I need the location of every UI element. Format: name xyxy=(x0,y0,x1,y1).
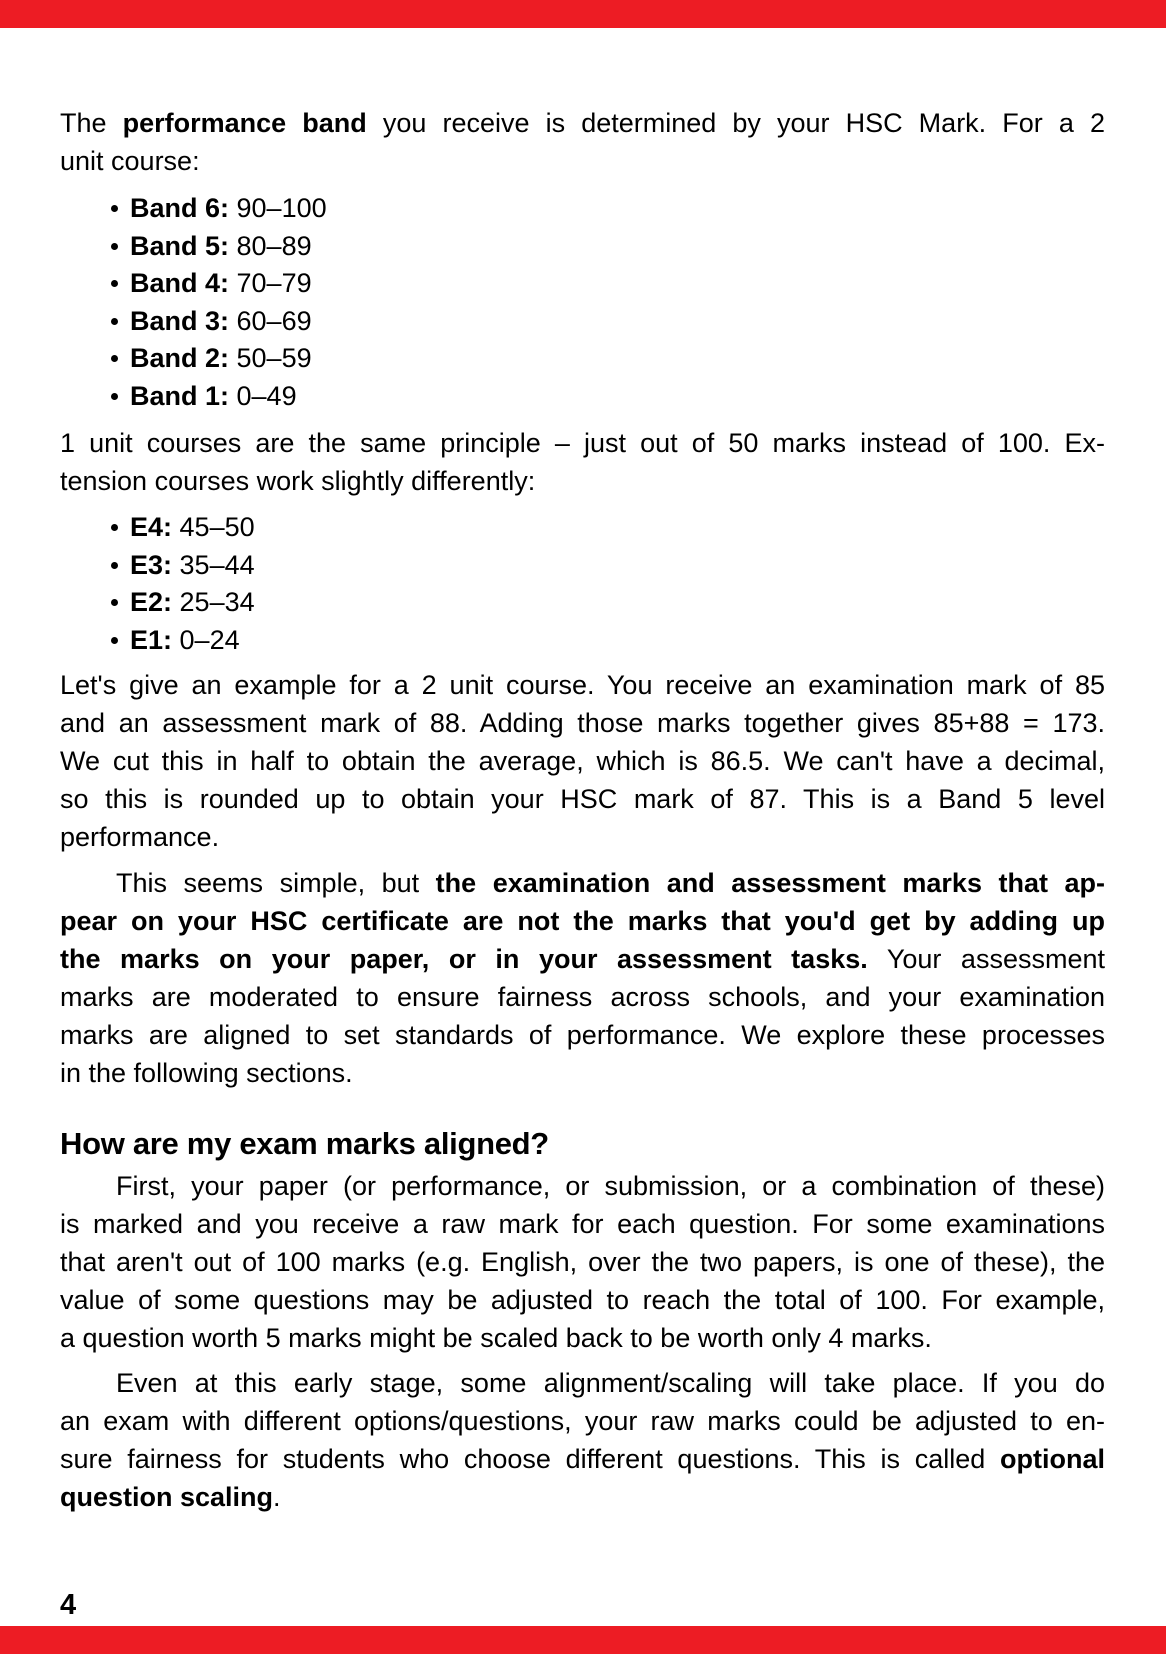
text: marks are moderated to ensure fairness across schools, and your examination xyxy=(60,982,1105,1012)
text-line xyxy=(60,902,1105,940)
text-line xyxy=(60,462,1105,500)
bold-text: performance band xyxy=(122,108,367,138)
bullet-icon xyxy=(111,393,118,400)
text: an exam with different options/questions, your raw marks could be adjusted to en- xyxy=(60,1406,1105,1436)
bold-text: pear on your HSC certificate are not the marks that you'd get by adding up xyxy=(60,906,1105,936)
text-line xyxy=(60,940,1105,978)
text: 90–100 xyxy=(229,193,327,223)
text-line xyxy=(60,1167,1105,1205)
paragraph xyxy=(60,864,1105,1092)
text-line xyxy=(60,1016,1105,1054)
bold-text: E3: xyxy=(130,549,173,580)
text: performance. xyxy=(60,822,220,852)
text-line xyxy=(60,424,1105,462)
bold-text: Band 6: xyxy=(130,193,230,223)
text-line xyxy=(60,978,1105,1016)
paragraph xyxy=(60,1364,1105,1516)
text-line xyxy=(60,864,1105,902)
page-footer xyxy=(60,1590,76,1620)
text: This seems simple, but xyxy=(116,868,436,898)
text-line xyxy=(60,818,1105,856)
text-line xyxy=(60,1319,1105,1357)
bullet-icon xyxy=(111,637,118,644)
bottom-red-bar xyxy=(0,1626,1166,1654)
bullet-icon xyxy=(111,318,118,325)
text-line xyxy=(60,1054,1105,1092)
bold-text: Band 4: xyxy=(130,268,230,298)
text: so this is rounded up to obtain your HSC mark of 87. This is a Band 5 level xyxy=(60,784,1105,814)
text-line xyxy=(60,780,1105,818)
list-item xyxy=(60,622,1105,660)
text: tension courses work slightly differently: xyxy=(60,466,536,496)
bold-text: E4: xyxy=(130,512,173,542)
text-line xyxy=(60,1243,1105,1281)
text-line xyxy=(60,1402,1105,1440)
paragraph xyxy=(60,104,1105,180)
bold-text: E2: xyxy=(130,587,173,617)
list-item xyxy=(60,303,1105,341)
text: is marked and you receive a raw mark for each question. For some examinations xyxy=(60,1209,1105,1239)
text: 25–34 xyxy=(172,587,255,617)
text-line xyxy=(60,1281,1105,1319)
text-line xyxy=(60,142,1105,180)
text-line xyxy=(60,1364,1105,1402)
bullet-icon xyxy=(111,524,118,531)
list-item xyxy=(60,547,1105,585)
paragraph xyxy=(60,666,1105,856)
paragraph xyxy=(60,1167,1105,1357)
section-heading: How are my exam marks aligned? xyxy=(60,1126,549,1161)
list-item xyxy=(60,228,1105,266)
text: 35–44 xyxy=(172,549,255,580)
text-line xyxy=(60,1440,1105,1478)
text: in the following sections. xyxy=(60,1058,353,1088)
list-item xyxy=(60,584,1105,622)
text: Even at this early stage, some alignment/scaling will take place. If you do xyxy=(116,1368,1105,1398)
text: Let's give an example for a 2 unit course. You receive an examination mark of 85 xyxy=(60,670,1105,700)
text: Your assessment xyxy=(867,944,1105,974)
bullet-icon xyxy=(111,205,118,212)
text-line xyxy=(60,1478,1105,1516)
bold-text: Band 2: xyxy=(130,343,230,373)
text: value of some questions may be adjusted to reach the total of 100. For example, xyxy=(60,1285,1105,1315)
list-item xyxy=(60,509,1105,547)
text: 70–79 xyxy=(229,268,312,298)
text-line xyxy=(60,1205,1105,1243)
bold-text: optional xyxy=(1000,1444,1105,1474)
bold-text: the examination and assessment marks that ap- xyxy=(435,868,1105,898)
bold-text: Band 1: xyxy=(130,380,230,411)
bullet-list xyxy=(60,509,1105,659)
paragraph xyxy=(60,424,1105,500)
text: First, your paper (or performance, or submission, or a combination of these) xyxy=(116,1171,1105,1201)
text: 1 unit courses are the same principle – just out of 50 marks instead of 100. Ex- xyxy=(60,428,1105,458)
text: that aren't out of 100 marks (e.g. English, over the two papers, is one of these), the xyxy=(60,1247,1105,1277)
text: . xyxy=(273,1482,281,1512)
bullet-icon xyxy=(111,355,118,362)
text: marks are aligned to set standards of performance. We explore these processes xyxy=(60,1020,1105,1050)
text: you receive is determined by your HSC Mark. For a 2 xyxy=(366,108,1105,138)
text-line xyxy=(60,104,1105,142)
page-number: 4 xyxy=(60,1589,77,1621)
bullet-icon xyxy=(111,562,118,569)
bold-text: E1: xyxy=(130,624,173,655)
bullet-icon xyxy=(111,599,118,606)
bullet-list xyxy=(60,190,1105,415)
text: 60–69 xyxy=(229,305,312,336)
text: 45–50 xyxy=(172,512,255,542)
text: sure fairness for students who choose different questions. This is called xyxy=(60,1444,1001,1474)
text-line xyxy=(60,666,1105,704)
text: 0–49 xyxy=(229,380,297,411)
text: and an assessment mark of 88. Adding those marks together gives 85+88 = 173. xyxy=(60,708,1105,738)
bold-text: question scaling xyxy=(60,1482,274,1512)
text: 50–59 xyxy=(229,343,312,373)
text-line xyxy=(60,742,1105,780)
text: a question worth 5 marks might be scaled back to be worth only 4 marks. xyxy=(60,1323,932,1353)
list-item xyxy=(60,378,1105,416)
text: 0–24 xyxy=(172,624,240,655)
text: 80–89 xyxy=(229,230,312,261)
text: The xyxy=(60,108,123,138)
top-red-bar xyxy=(0,0,1166,28)
list-item xyxy=(60,190,1105,228)
text: We cut this in half to obtain the average, which is 86.5. We can't have a decimal, xyxy=(60,746,1105,776)
list-item xyxy=(60,265,1105,303)
page-content xyxy=(60,28,1105,1516)
bullet-icon xyxy=(111,243,118,250)
text: unit course: xyxy=(60,146,200,176)
text-line xyxy=(60,704,1105,742)
bold-text: Band 5: xyxy=(130,230,230,261)
bullet-icon xyxy=(111,280,118,287)
bold-text: the marks on your paper, or in your assessment tasks. xyxy=(60,944,868,974)
bold-text: Band 3: xyxy=(130,305,230,336)
list-item xyxy=(60,340,1105,378)
